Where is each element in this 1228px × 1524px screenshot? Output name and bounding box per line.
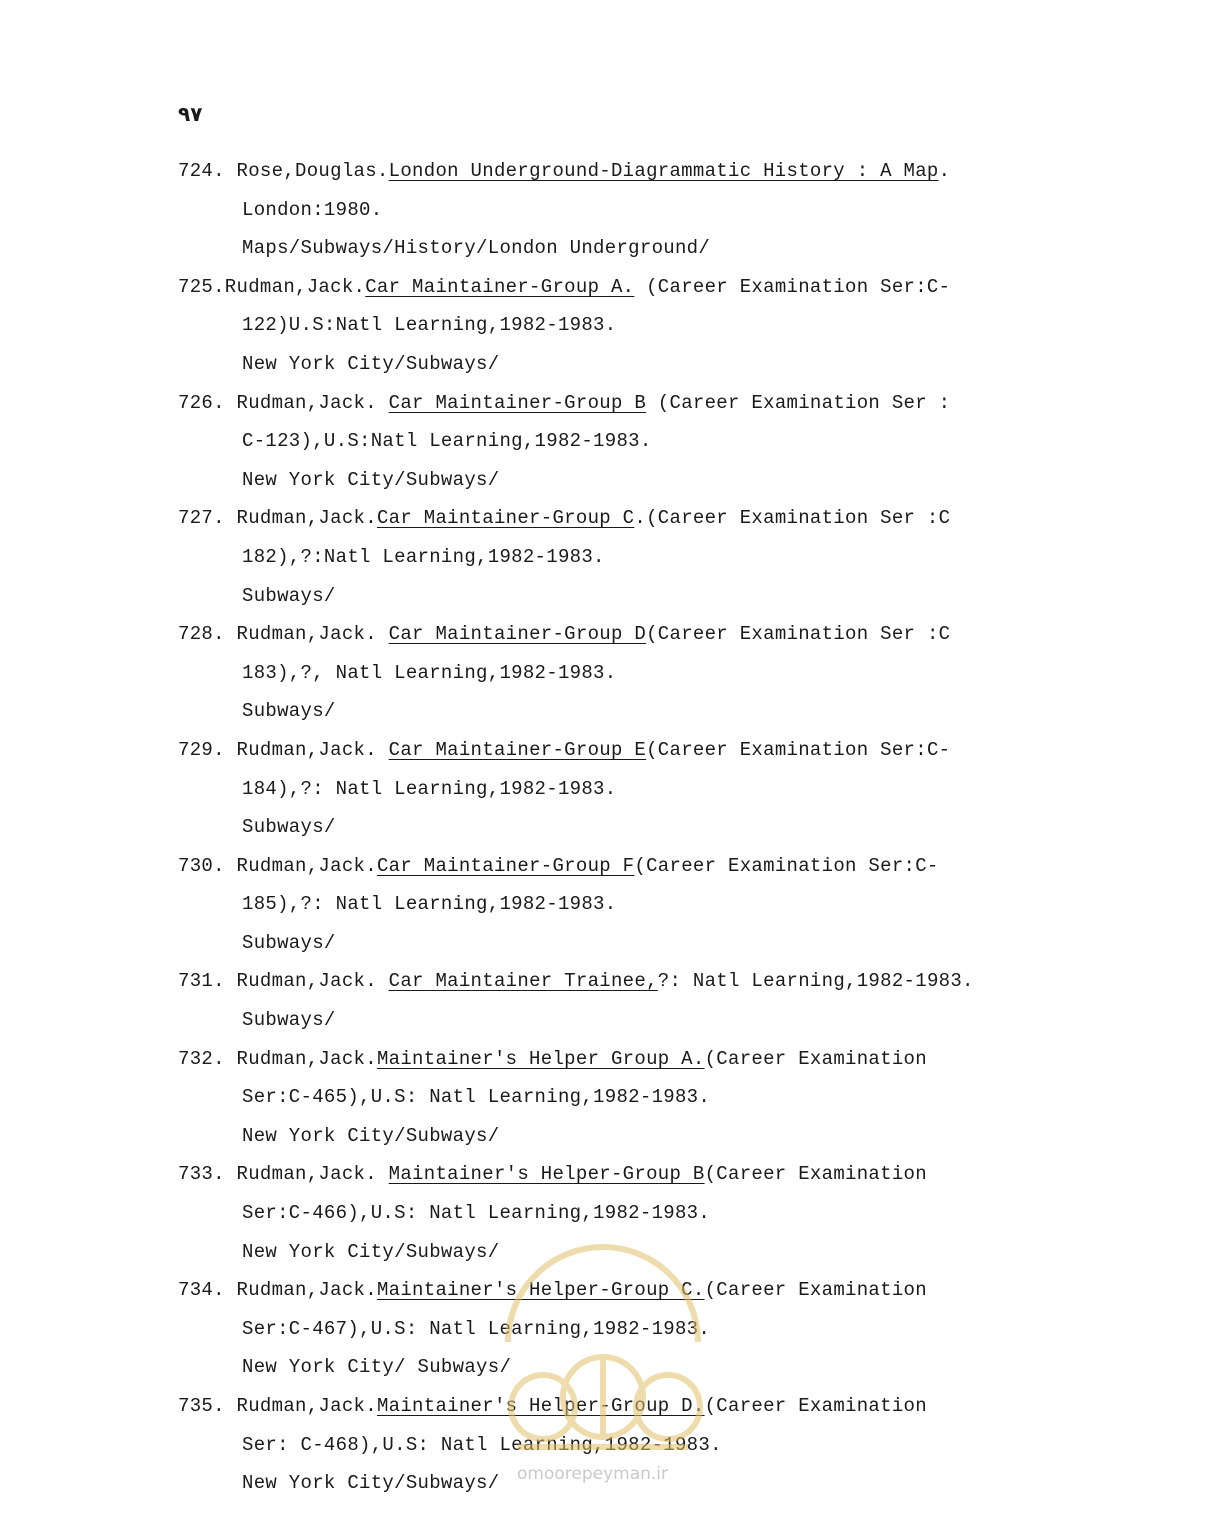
entry-title: Car Maintainer-Group A. [365,275,635,298]
entry-imprint: C-123),U.S:Natl Learning,1982-1983. [242,430,652,453]
entry-title: Car Maintainer-Group B [388,391,647,414]
entry-732 [178,1040,1058,1156]
entry-lead: 735. Rudman,Jack. [178,1395,377,1417]
entry-subjects: Subways/ [242,1009,336,1032]
entry-lead: 725.Rudman,Jack. [178,275,366,298]
entry-lead: 730. Rudman,Jack. [178,854,377,877]
entry-rest: (Career Examination Ser:C- [634,275,951,298]
entry-subjects: Maps/Subways/History/London Underground/ [242,237,711,260]
entry-imprint: Ser: C-468),U.S: Natl Learning,1982-1983. [242,1433,722,1456]
entry-imprint: Ser:C-466),U.S: Natl Learning,1982-1983. [242,1202,711,1225]
entry-title: Car Maintainer-Group D [388,623,647,646]
entry-730 [178,847,1058,963]
entry-rest: (Career Examination Ser:C- [634,854,939,877]
entry-title: Car Maintainer-Group E [388,738,647,761]
entry-lead: 729. Rudman,Jack. [178,738,389,761]
entry-lead: 726. Rudman,Jack. [178,391,389,414]
entry-rest: (Career Examination Ser :C [646,623,951,646]
entry-imprint: 183),?, Natl Learning,1982-1983. [242,661,617,684]
entry-title: Car Maintainer Trainee, [388,970,658,993]
entry-title: Maintainer's Helper-Group C. [376,1279,705,1302]
entry-lead: 731. Rudman,Jack. [178,970,389,993]
entry-725 [178,268,1058,384]
entry-title: Maintainer's Helper-Group D. [376,1395,705,1417]
entry-subjects: Subways/ [242,816,336,839]
entry-rest: (Career Examination [704,1163,927,1186]
entry-724 [178,152,1058,268]
entry-title: Car Maintainer-Group F [376,854,635,877]
entry-735 [178,1387,1058,1503]
entry-734 [178,1271,1058,1387]
entry-title: London Underground-Diagrammatic History : A Map [388,160,939,182]
entry-imprint: 184),?: Natl Learning,1982-1983. [242,777,617,800]
entry-728 [178,615,1058,731]
entry-rest: ?: Natl Learning,1982-1983. [657,970,974,993]
entry-lead: 733. Rudman,Jack. [178,1163,389,1186]
entry-title: Maintainer's Helper Group A. [376,1047,705,1070]
entry-subjects: New York City/Subways/ [242,1472,500,1495]
entry-imprint: 185),?: Natl Learning,1982-1983. [242,893,617,916]
entry-lead: 724. Rose,Douglas. [178,160,389,182]
entry-rest: (Career Examination Ser : [646,391,951,414]
entry-rest: (Career Examination [704,1279,927,1302]
entry-lead: 732. Rudman,Jack. [178,1047,377,1070]
entry-imprint: 122)U.S:Natl Learning,1982-1983. [242,314,617,337]
bibliography-list [178,152,1058,1503]
entry-subjects: New York City/Subways/ [242,1240,500,1263]
entry-727 [178,499,1058,615]
entry-rest: (Career Examination [704,1395,927,1417]
entry-rest: . [938,160,951,182]
entry-title: Maintainer's Helper-Group B [388,1163,705,1186]
entry-733 [178,1155,1058,1271]
entry-subjects: Subways/ [242,931,336,954]
entry-subjects: Subways/ [242,700,336,723]
entry-imprint: Ser:C-465),U.S: Natl Learning,1982-1983. [242,1086,711,1109]
entry-rest: .(Career Examination Ser :C [634,507,951,530]
entry-726 [178,384,1058,500]
entry-lead: 727. Rudman,Jack. [178,507,377,530]
entry-imprint: Ser:C-467),U.S: Natl Learning,1982-1983. [242,1317,711,1340]
entry-imprint: London:1980. [242,198,383,221]
page-number: ۹۷ [178,102,203,126]
watermark-site-text: omoorepeyman.ir [517,1464,669,1484]
entry-subjects: New York City/Subways/ [242,468,500,491]
entry-lead: 734. Rudman,Jack. [178,1279,377,1302]
entry-731 [178,962,1058,1039]
entry-rest: (Career Examination Ser:C- [646,738,951,761]
entry-lead: 728. Rudman,Jack. [178,623,389,646]
entry-subjects: New York City/ Subways/ [242,1356,512,1379]
entry-subjects: Subways/ [242,584,336,607]
entry-imprint: 182),?:Natl Learning,1982-1983. [242,545,605,568]
entry-title: Car Maintainer-Group C [376,507,635,530]
entry-subjects: New York City/Subways/ [242,1124,500,1147]
entry-729 [178,731,1058,847]
entry-rest: (Career Examination [704,1047,927,1070]
entry-subjects: New York City/Subways/ [242,352,500,375]
